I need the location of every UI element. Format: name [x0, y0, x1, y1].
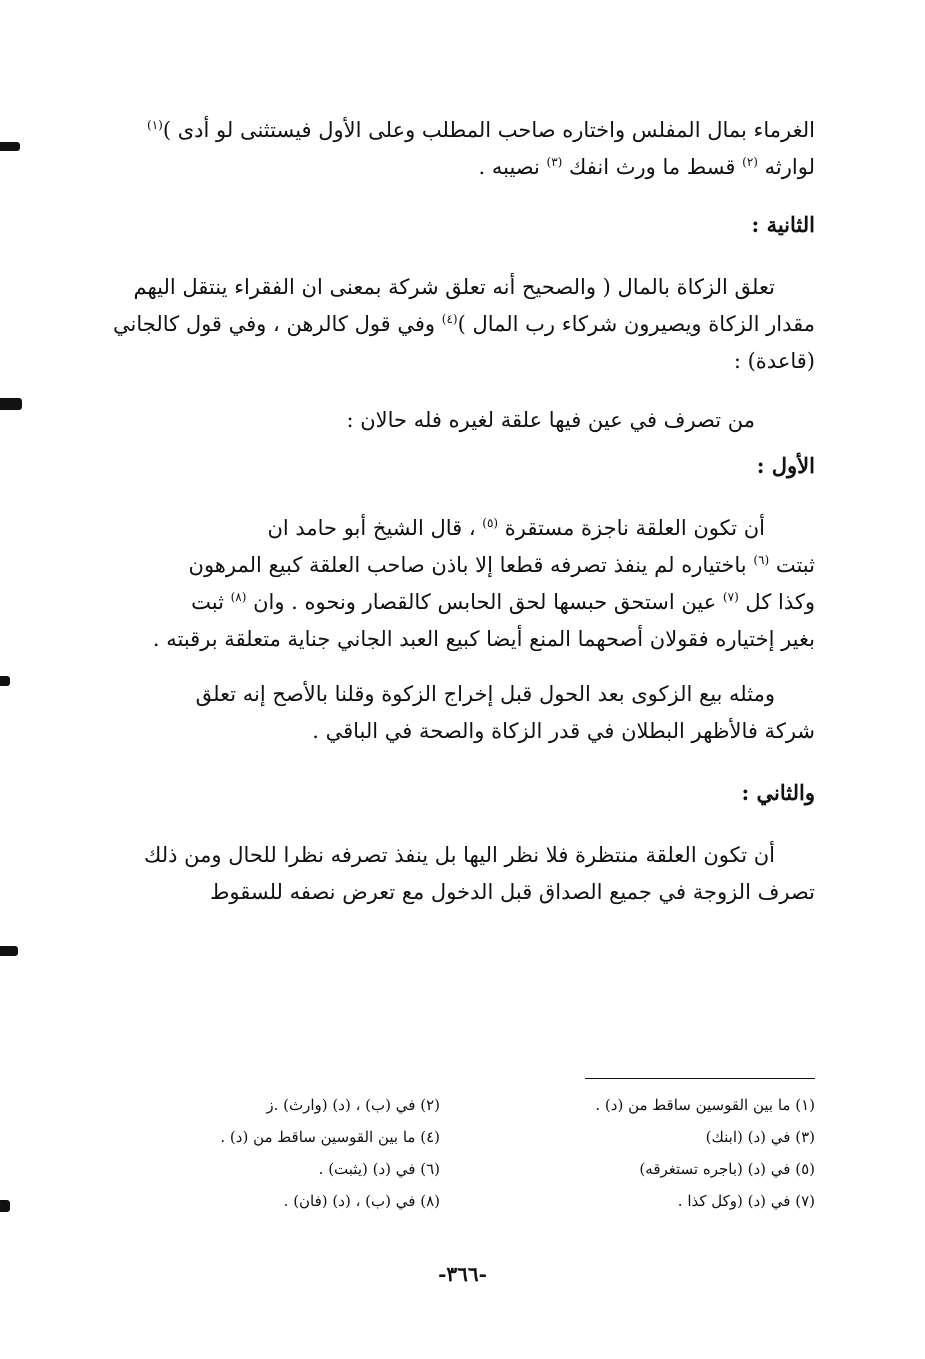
text-segment: الغرماء بمال المفلس واختاره صاحب المطلب وعلى الأول فيستثنى لو أدى ) [162, 118, 815, 142]
text-segment: أن تكون العلقة ناجزة مستقرة [498, 516, 765, 540]
text-segment: ثبتت [769, 553, 815, 577]
footnote-ref: (٤) [441, 312, 458, 326]
text-line [110, 584, 815, 621]
footnote-separator [585, 1078, 815, 1079]
text-segment: قسط ما ورث انفك [562, 155, 743, 179]
margin-mark [0, 946, 18, 956]
text-segment: وكذا كل [738, 590, 815, 614]
page-number: -٣٦٦- [438, 1262, 487, 1286]
footnote-ref: (٧) [722, 590, 739, 604]
footnote: (٢) في (ب) ، (د) (وارث) .ز [266, 1096, 440, 1114]
section-heading: الثانية : [751, 212, 815, 237]
section-heading: والثاني : [741, 780, 815, 805]
paragraph: من تصرف في عين فيها علقة لغيره فله حالان : [346, 408, 755, 432]
text-line: تصرف الزوجة في جميع الصداق قبل الدخول مع تعرض نصفه للسقوط [209, 880, 815, 904]
footnote-ref: (٦) [753, 553, 770, 567]
margin-mark [0, 142, 20, 151]
text-line [110, 306, 815, 343]
text-line [110, 149, 815, 186]
paragraph [110, 837, 815, 911]
margin-mark [0, 1200, 10, 1212]
footnote: (٦) في (د) (يثبت) . [318, 1160, 440, 1178]
footnote: (٨) في (ب) ، (د) (فان) . [283, 1192, 440, 1210]
text-line [110, 112, 815, 149]
footnote: (٣) في (د) (ابنك) [705, 1128, 815, 1146]
footnote: (٧) في (د) (وكل كذا . [677, 1192, 815, 1210]
footnote-ref: (٣) [546, 155, 563, 169]
paragraph [110, 269, 815, 306]
margin-mark [0, 676, 10, 686]
text-segment: عين استحق حبسها لحق الحابس كالقصار ونحوه . وان [246, 590, 723, 614]
footnote-ref: (٢) [742, 155, 758, 169]
footnote: (٥) في (د) (باجره تستغرقه) [639, 1160, 815, 1178]
margin-mark [0, 398, 22, 410]
paragraph [110, 510, 815, 658]
text-segment: باختياره لم ينفذ تصرفه قطعا إلا باذن صاحب العلقة كبيع المرهون [188, 553, 754, 577]
text-segment: مقدار الزكاة ويصيرون شركاء رب المال ) [457, 312, 815, 336]
footnotes [105, 1092, 815, 1214]
main-text [110, 112, 815, 911]
footnote: (٤) ما بين القوسين ساقط من (د) . [220, 1128, 440, 1146]
footnote-ref: (١) [147, 118, 163, 132]
text-line: أن تكون العلقة منتظرة فلا نظر اليها بل ينفذ تصرفه نظرا للحال ومن ذلك [144, 843, 775, 867]
paragraph [110, 112, 815, 186]
text-line: بغير إختياره فقولان أصحهما المنع أيضا كبيع العبد الجاني جناية متعلقة برقبته . [152, 627, 815, 651]
text-segment: وفي قول كالرهن ، وفي قول كالجاني [113, 312, 442, 336]
paragraph-cont [110, 306, 815, 380]
text-line: (قاعدة) : [733, 349, 815, 373]
section-heading: الأول : [756, 453, 815, 478]
text-segment: نصيبه . [478, 155, 547, 179]
text-line: ومثله بيع الزكوى بعد الحول قبل إخراج الزكوة وقلنا بالأصح إنه تعلق [195, 682, 775, 706]
paragraph [110, 676, 815, 750]
text-segment: ، قال الشيخ أبو حامد ان [267, 516, 483, 540]
text-line: تعلق الزكاة بالمال ( والصحيح أنه تعلق شركة بمعنى ان الفقراء ينتقل اليهم [133, 275, 775, 299]
text-segment: ثبت [191, 590, 231, 614]
text-line [110, 510, 815, 547]
text-line: شركة فالأظهر البطلان في قدر الزكاة والصحة في الباقي . [312, 719, 815, 743]
text-segment: لوارثه [757, 155, 815, 179]
footnote: (١) ما بين القوسين ساقط من (د) . [595, 1096, 815, 1114]
footnote-ref: (٨) [230, 590, 247, 604]
footnote-ref: (٥) [482, 516, 499, 530]
text-line [110, 547, 815, 584]
